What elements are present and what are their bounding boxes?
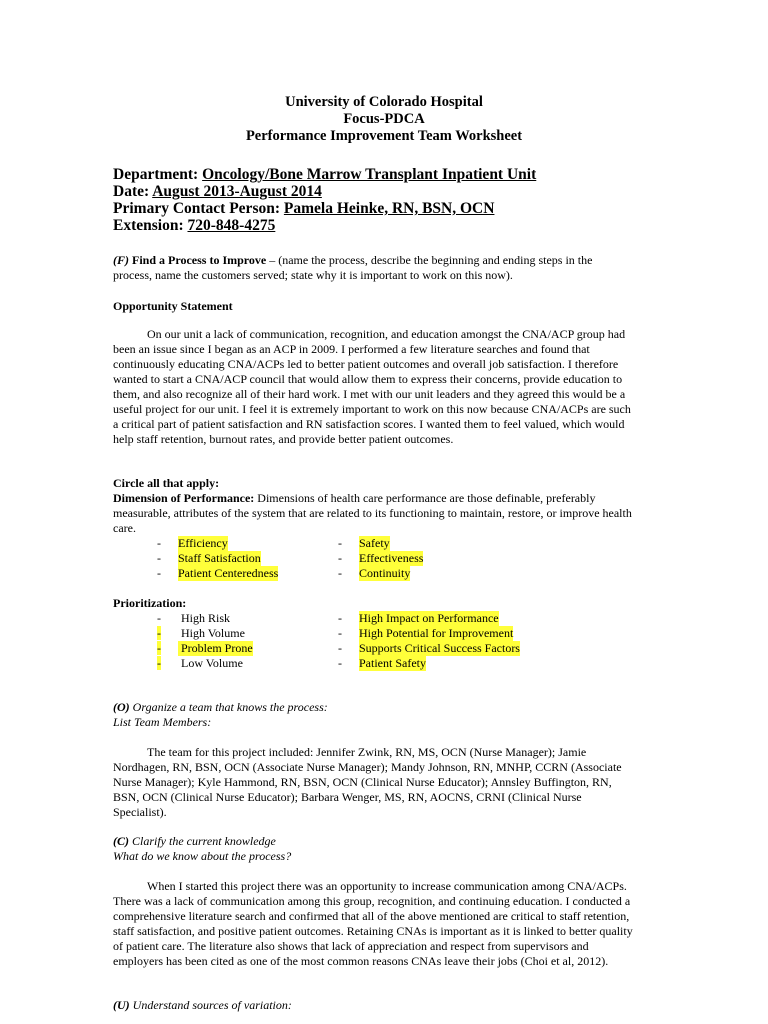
understand-section: [113, 998, 633, 1013]
bullet: -: [338, 551, 342, 565]
department-line: [113, 166, 536, 183]
organize-line2: List Team Members:: [113, 715, 212, 729]
option-high-risk[interactable]: High Risk: [181, 611, 231, 625]
department-value: Oncology/Bone Marrow Transplant Inpatient Unit: [202, 166, 537, 183]
option-effectiveness[interactable]: Effectiveness: [359, 551, 424, 565]
list-item: [113, 536, 633, 551]
clarify-letter: (C): [113, 834, 129, 848]
find-paragraph: [113, 253, 633, 283]
bullet: -: [157, 626, 161, 640]
dimension-heading: Dimension of Performance:: [113, 491, 255, 505]
bullet: -: [338, 566, 342, 580]
understand-letter: (U): [113, 998, 130, 1012]
bullet: -: [157, 536, 161, 550]
option-high-impact[interactable]: High Impact on Performance: [359, 611, 499, 625]
bullet: -: [338, 536, 342, 550]
opportunity-heading: [113, 299, 633, 314]
extension-label: Extension:: [113, 217, 184, 234]
clarify-section: [113, 834, 633, 864]
option-efficiency[interactable]: Efficiency: [178, 536, 228, 550]
organize-line1-text: Organize a team that knows the process:: [129, 700, 328, 714]
clarify-line2: What do we know about the process?: [113, 849, 292, 863]
option-critical-success[interactable]: Supports Critical Success Factors: [359, 641, 520, 655]
option-patient-safety[interactable]: Patient Safety: [359, 656, 426, 670]
clarify-line1: [113, 834, 633, 849]
bullet: -: [338, 656, 342, 670]
understand-line1: [113, 998, 633, 1013]
find-section: [113, 253, 633, 283]
organize-text: The team for this project included: Jennifer Zwink, RN, MS, OCN (Nurse Manager); Jamie Nordhagen, RN, BSN, OCN (Associate Nurse Manager); Mandy Johnson, RN, MNHP, CCRN (Associate Nurse Manager); Kyle Hammond, RN, BSN, OCN (Clinical Nurse Educator); Annsley Buffington, RN, BSN, OCN (Clinical Nurse Educator); Barbara Wenger, MS, RN, AOCNS, CRNI (Clinical Nurse Specialist).: [113, 745, 622, 819]
option-continuity[interactable]: Continuity: [359, 566, 411, 580]
bullet: -: [157, 611, 161, 625]
organize-body: [113, 745, 633, 820]
dimension-section: [113, 476, 633, 536]
bullet: -: [338, 611, 342, 625]
extension-value: 720-848-4275: [187, 217, 276, 234]
bullet: -: [157, 641, 161, 655]
bullet: -: [157, 656, 161, 670]
list-item: [113, 611, 633, 626]
option-safety[interactable]: Safety: [359, 536, 390, 550]
dimension-text: Dimensions of health care performance are those definable, preferably measurable, attributes of the system that are related to its functioning to maintain, restore, or improve health care.: [113, 491, 632, 535]
date-line: [113, 183, 536, 200]
extension-line: [113, 217, 536, 234]
opportunity-text: On our unit a lack of communication, recognition, and education amongst the CNA/ACP group had been an issue since I began as an ACP in 2009. I performed a few literature searches and found that continuously educating CNA/ACPs led to better patient outcomes and overall job satisfaction. I therefore wanted to start a CNA/ACP council that would allow them to express their concerns, provide education to them, and also recognize all of their hard work. I met with our unit leaders and they agreed this would be a useful project for our unit. I feel it is extremely important to work on this now because CNA/ACPs are such a critical part of patient satisfaction and RN satisfaction scores. I wanted them to feel valued, which would help staff retention, burnout rates, and provide better patient outcomes.: [113, 327, 631, 446]
date-label: Date:: [113, 183, 150, 200]
prioritization-heading: [113, 596, 633, 611]
clarify-body: [113, 879, 633, 969]
list-item: [113, 641, 633, 656]
prioritization-section: [113, 596, 633, 611]
option-staff-satisfaction[interactable]: Staff Satisfaction: [178, 551, 261, 565]
contact-label: Primary Contact Person:: [113, 200, 281, 217]
circle-label-text: Circle all that apply:: [113, 476, 220, 490]
option-patient-centeredness[interactable]: Patient Centeredness: [178, 566, 279, 580]
worksheet-title: Performance Improvement Team Worksheet: [245, 128, 523, 144]
option-problem-prone[interactable]: Problem Prone: [178, 641, 253, 656]
option-high-potential[interactable]: High Potential for Improvement: [359, 626, 514, 640]
document-header: [0, 94, 768, 145]
bullet: -: [157, 566, 161, 580]
understand-line1-text: Understand sources of variation:: [129, 998, 292, 1012]
contact-line: [113, 200, 536, 217]
option-high-volume[interactable]: High Volume: [181, 626, 245, 640]
organize-letter: (O): [113, 700, 130, 714]
find-letter: (F): [113, 253, 129, 267]
list-item: [113, 551, 633, 566]
hospital-name: University of Colorado Hospital: [285, 94, 483, 110]
prioritization-heading-text: Prioritization:: [113, 596, 187, 610]
date-value: August 2013-August 2014: [152, 183, 322, 200]
dimension-paragraph: [113, 491, 633, 536]
method-name: Focus-PDCA: [343, 111, 425, 127]
list-item: [113, 626, 633, 641]
organize-section: [113, 700, 633, 730]
clarify-text: When I started this project there was an opportunity to increase communication among CNA/ACPs. There was a lack of communication among this group, recognition, and continuing education. I conducted a comprehensive literature search and confirmed that all of the above mentioned are critical to staff retention, staff satisfaction, and positive patient outcomes. Retaining CNAs is important as it is linked to better quality of patient care. The literature also shows that lack of appreciation and respect from supervisors and employers has been cited as one of the most common reasons CNAs leave their jobs (Choi et al, 2012).: [113, 879, 633, 968]
opportunity-body: [113, 327, 633, 447]
contact-value: Pamela Heinke, RN, BSN, OCN: [283, 200, 495, 217]
bullet: -: [157, 551, 161, 565]
opportunity-section: [113, 299, 633, 314]
clarify-line1-text: Clarify the current knowledge: [129, 834, 276, 848]
bullet: -: [338, 641, 342, 655]
department-label: Department:: [113, 166, 199, 183]
opportunity-heading-text: Opportunity Statement: [113, 299, 233, 313]
find-text: – (name the process, describe the beginning and ending steps in the process, name the customers served; state why it is important to work on this now).: [113, 253, 593, 282]
bullet: -: [338, 626, 342, 640]
prioritization-list: [113, 611, 633, 671]
dimension-list: [113, 536, 633, 581]
list-item: [113, 566, 633, 581]
find-title: Find a Process to Improve: [132, 253, 267, 267]
project-meta: [113, 166, 536, 234]
circle-label: [113, 476, 633, 491]
option-low-volume[interactable]: Low Volume: [181, 656, 243, 670]
organize-line1: [113, 700, 633, 715]
list-item: [113, 656, 633, 671]
